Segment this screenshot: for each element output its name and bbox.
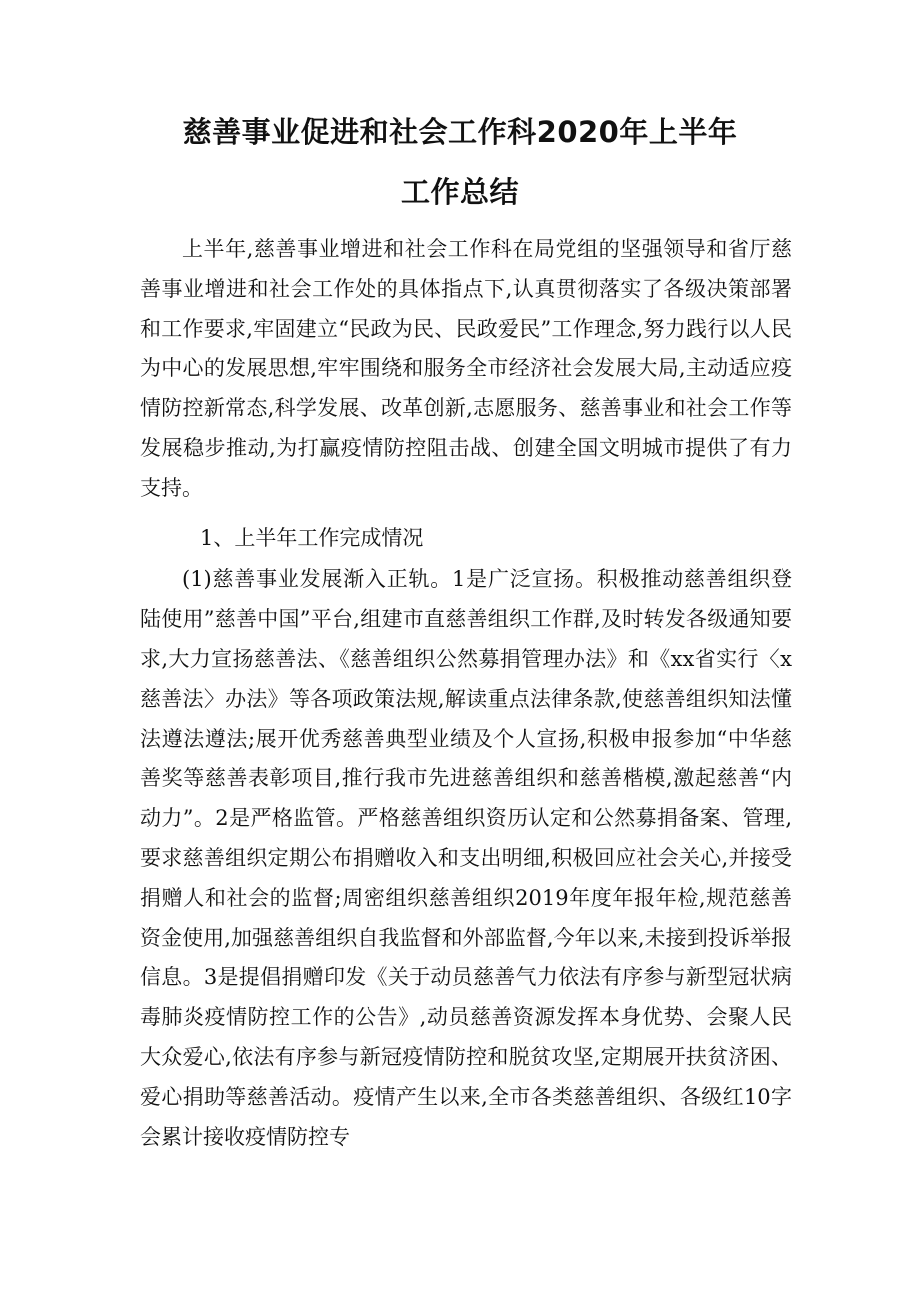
paragraph-intro: 上半年,慈善事业增进和社会工作科在局党组的坚强领导和省厅慈善事业增进和社会工作处的具体指点下,认真贯彻落实了各级决策部署和工作要求,牢固建立“民政为民、民政爱民”工作理念,努力践行以人民为中心的发展思想,牢牢围绕和服务全市经济社会发展大局,主动适应疫情防控新常态,科学发展、改革创新,志愿服务、慈善事业和社会工作等发展稳步推动,为打赢疫情防控阻击战、创建全国文明城市提供了有力支持。 [140,237,792,500]
document-title-line-1: 慈善事业促进和社会工作科2020年上半年 [182,115,738,149]
section-heading: 1、上半年工作完成情况 [200,525,424,550]
document-title-line-2: 工作总结 [400,175,519,209]
document-body [140,230,792,1157]
paragraph-charity: (1)慈善事业发展渐入正轨。1是广泛宣扬。积极推动慈善组织登陆使用”慈善中国”平台,组建市直慈善组织工作群,及时转发各级通知要求,大力宣扬慈善法、《慈善组织公然募捐管理办法》和《xx省实行〈x慈善法〉办法》等各项政策法规,解读重点法律条款,使慈善组织知法懂法遵法遵法;展开优秀慈善典型业绩及个人宣扬,积极申报参加“中华慈善奖等慈善表彰项目,推行我市先进慈善组织和慈善楷模,激起慈善“内动力”。2是严格监管。严格慈善组织资历认定和公然募捐备案、管理,要求慈善组织定期公布捐赠收入和支出明细,积极回应社会关心,并接受捐赠人和社会的监督;周密组织慈善组织2019年度年报年检,规范慈善资金使用,加强慈善组织自我监督和外部监督,今年以来,未接到投诉举报信息。3是提倡捐赠印发《关于动员慈善气力依法有序参与新型冠状病毒肺炎疫情防控工作的公告》,动员慈善资源发挥本身优势、会聚人民大众爱心,依法有序参与新冠疫情防控和脱贫攻坚,定期展开扶贫济困、爱心捐助等慈善活动。疫情产生以来,全市各类慈善组织、各级红10字会累计接收疫情防控专 [140,567,792,1149]
